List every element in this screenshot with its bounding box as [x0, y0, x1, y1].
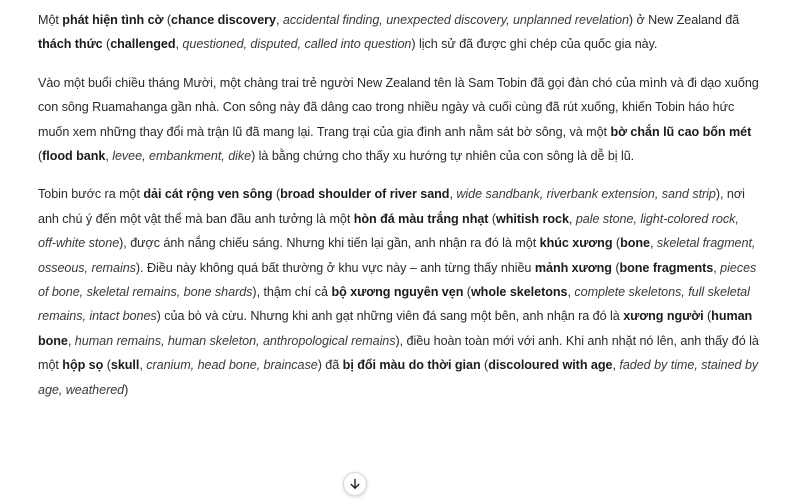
text-run: ( [163, 13, 172, 27]
synonyms-italic: pale stone, light-colored rock, off-white stone [38, 211, 739, 251]
synonyms-italic: pieces of bone, skeletal remains, bone shards [38, 260, 757, 300]
term-bold: discoloured with age [488, 358, 613, 373]
term-bold: human bone [38, 309, 753, 348]
synonyms-italic: wide sandbank, riverbank extension, sand strip [456, 187, 716, 202]
text-run: ), thậm chí cả [252, 285, 332, 300]
text-run: , [568, 211, 576, 226]
term-bold: hòn đá màu trắng nhạt [353, 211, 489, 226]
text-run: ) lịch sử đã được ghi chép của quốc gia này. [411, 37, 658, 52]
text-run: , [649, 236, 657, 251]
term-bold: bộ xương nguyên vẹn [331, 285, 464, 300]
text-run: ( [38, 149, 43, 164]
text-run: ( [480, 358, 489, 373]
text-run: ( [463, 285, 471, 300]
term-bold: skull [110, 358, 140, 373]
term-bold: flood bank [42, 149, 106, 164]
synonyms-italic: questioned, disputed, called into question [182, 37, 412, 52]
text-run: Một [38, 13, 63, 27]
synonyms-italic: accidental finding, unexpected discovery, unplanned revelation [282, 13, 629, 27]
text-run: ) đã [317, 358, 343, 373]
text-run: , [175, 37, 183, 52]
text-run: ) [124, 382, 129, 397]
text-run: ( [703, 309, 712, 324]
text-run: ) ở New Zealand đã [628, 13, 740, 27]
term-bold: dải cát rộng ven sông [143, 187, 273, 202]
text-run: , [449, 187, 457, 202]
term-bold: chance discovery [171, 13, 276, 27]
text-run: , [713, 260, 721, 275]
term-bold: mảnh xương [534, 260, 612, 275]
term-bold: khúc xương [539, 236, 613, 251]
term-bold: whole skeletons [470, 285, 568, 300]
term-bold: broad shoulder of river sand [280, 187, 450, 202]
term-bold: whitish rock [496, 211, 569, 226]
term-bold: challenged [110, 37, 176, 52]
synonyms-italic: cranium, head bone, braincase [146, 358, 318, 373]
paragraph-1 [38, 8, 760, 57]
text-run: ). Điều này không quá bất thường ở khu vực này – anh từng thấy nhiều [135, 260, 535, 275]
term-bold: hộp sọ [62, 358, 104, 373]
text-run: ( [612, 236, 621, 251]
text-run: ( [488, 211, 497, 226]
text-run: , [275, 13, 283, 27]
synonyms-italic: human remains, human skeleton, anthropological remains [74, 333, 396, 348]
term-bold: bone fragments [619, 260, 714, 275]
term-bold: thách thức [38, 37, 103, 52]
text-run: , [67, 333, 75, 348]
term-bold: bị đổi màu do thời gian [342, 358, 481, 373]
text-run: ( [103, 358, 111, 373]
text-run: ), nơi anh chú ý đến một vật thể mà ban đầu anh tưởng là một [38, 187, 745, 226]
paragraph-2 [38, 71, 760, 169]
scroll-to-bottom-button[interactable] [343, 472, 367, 496]
synonyms-italic: levee, embankment, dike [112, 149, 252, 164]
text-run: ), được ánh nắng chiếu sáng. Nhưng khi tiến lại gần, anh nhận ra đó là một [119, 236, 540, 251]
text-run: ) của bò và cừu. Nhưng khi anh gạt những viên đá sang một bên, anh nhận ra đó là [156, 309, 624, 324]
text-run: ( [102, 37, 111, 52]
article-body [38, 8, 760, 416]
term-bold: phát hiện tình cờ [62, 13, 164, 27]
synonyms-italic: complete skeletons, full skeletal remains, intact bones [38, 285, 750, 324]
text-run: , [612, 358, 620, 373]
text-run: ) là bằng chứng cho thấy xu hướng tự nhiên của con sông là dễ bị lũ. [251, 149, 635, 164]
text-run: ( [272, 187, 281, 202]
text-run: , [567, 285, 575, 300]
term-bold: bone [620, 236, 650, 251]
text-run: Tobin bước ra một [38, 187, 144, 202]
paragraph-3 [38, 182, 760, 402]
term-bold: bờ chắn lũ cao bốn mét [610, 124, 752, 139]
text-run: , [139, 358, 147, 373]
text-run: , [105, 149, 113, 164]
arrow-down-icon [349, 478, 361, 490]
synonyms-italic: faded by time, stained by age, weathered [38, 358, 759, 397]
term-bold: xương người [623, 309, 704, 324]
synonyms-italic: skeletal fragment, osseous, remains [38, 236, 756, 275]
text-run: ), điều hoàn toàn mới với anh. Khi anh nhặt nó lên, anh thấy đó là một [38, 333, 759, 373]
text-run: Vào một buổi chiều tháng Mười, một chàng trai trẻ người New Zealand tên là Sam Tobin đã gọi đàn chó của mình và đi dạo xuống con sông Ruamahanga gần nhà. Con sông này đã dâng cao trong nhiều ngày và cuối cùng đã rút xuống, khiến Tobin háo hức muốn xem những thay đổi mà trận lũ đã mang lại. Trang trại của gia đình anh nằm sát bờ sông, và một [38, 75, 759, 139]
text-run: ( [611, 260, 620, 275]
